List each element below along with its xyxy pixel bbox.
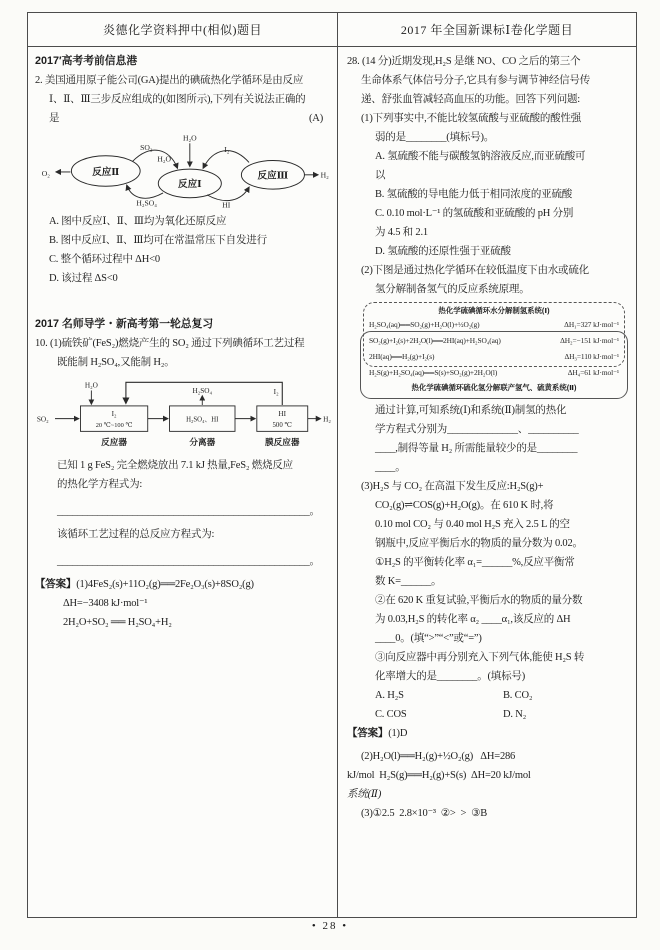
q28-p3-options-row1 (375, 686, 631, 705)
table-header-row (28, 13, 636, 47)
q28-p3-sub2-line2: 为 0.03,H₂S 的转化率 α₂ ____α₁,该反应的 ΔH (375, 614, 571, 625)
q28-p1-option-d: D. 氢硫酸的还原性强于亚硫酸 (375, 246, 511, 257)
q10-blank-line1: __________________________________________________。 (57, 506, 320, 517)
flow-i2-recycle-label: I₂ (273, 388, 279, 397)
section1-title: 2017′高考考前信息港 (35, 55, 138, 67)
equation-row-1 (369, 317, 619, 333)
answer-label: 【答案】 (347, 727, 389, 739)
cycle-h2so4-arrow (127, 185, 163, 198)
q10-answer-line3: 2H₂O+SO₂ ══ H₂SO₄+H₂ (63, 617, 172, 628)
cycle-reaction2-label: 反应Ⅱ (92, 166, 120, 178)
flow-separator-caption: 分离器 (189, 437, 216, 447)
cycle-hi-label: HI (222, 200, 231, 210)
q28-line2: 生命体系气体信号分子,它具有参与调节神经信号传 (361, 75, 591, 86)
q28-p1-option-c2: 为 4.5 和 2.1 (375, 227, 428, 238)
q28-p3-option-b: B. CO₂ (503, 690, 533, 701)
spacer (35, 544, 333, 552)
header-right-title: 2017 年全国新课标Ⅰ卷化学题目 (400, 23, 574, 37)
equation-1: H₂SO₄(aq)══SO₂(g)+H₂O(l)+½O₂(g) (369, 320, 480, 329)
flow-so2-in-label: SO₂ (36, 415, 49, 424)
flow-h2o-in-label: H₂O (84, 381, 98, 390)
q2-line2: Ⅰ、Ⅱ、Ⅲ三步反应组成的(如图所示),下列有关说法正确的 (49, 94, 306, 105)
q28-p3-line1: (3)H₂S 与 CO₂ 在高温下发生反应:H₂S(g)+ (361, 481, 544, 492)
q28-p1-line2: 弱的是________(填标号)。 (375, 132, 495, 143)
q28-line1: 28. (14 分)近期发现,H₂S 是继 NO、CO 之后的第三个 (347, 56, 581, 67)
q10-answer-line1 (35, 575, 333, 594)
q28-p1-option-b: B. 氢硫酸的导电能力低于相同浓度的亚硫酸 (375, 189, 573, 200)
answer-label: 【答案】 (35, 578, 77, 590)
q28-calc-line2: 学方程式分别为______________、__________ (375, 424, 579, 435)
q28-p3-option-c: C. COS (375, 709, 407, 720)
cycle-o2-label: O₂ (41, 168, 50, 178)
q28-p3-line3: 0.10 mol CO₂ 与 0.40 mol H₂S 充入 2.5 L 的空 (375, 519, 570, 530)
equation-2: SO₂(g)+I₂(s)+2H₂O(l)══2HI(aq)+H₂SO₄(aq) (369, 336, 501, 345)
q28-p3-sub1-line1: ①H₂S 的平衡转化率 α₁=______%,反应平衡常 (375, 557, 575, 568)
equation-3: 2HI(aq)══H₂(g)+I₂(s) (369, 352, 435, 361)
cycle-h2so4-label: H₂SO₄ (136, 198, 157, 208)
cycle-hi-arrow (207, 187, 249, 200)
q2-line3-text: 是 (49, 113, 60, 124)
q28-calc-line3: ____,制得等量 H₂ 所需能量较少的是________ (375, 443, 578, 454)
q28-answer-1: (1)D (388, 728, 408, 739)
q28-p3-option-a: A. H₂S (375, 690, 404, 701)
q2-option-b: B. 图中反应Ⅰ、Ⅱ、Ⅲ均可在常温常压下自发进行 (49, 235, 267, 246)
q28-p3-sub2-line3: ____0。(填“>”“<”或“=”) (375, 633, 482, 644)
flow-separator-content: H₂SO₄、HI (186, 416, 219, 424)
q28-p3-sub2-line1: ②在 620 K 重复试验,平衡后水的物质的量分数 (375, 595, 583, 606)
q28-line3: 递、舒张血管减轻高血压的功能。回答下列问题: (361, 94, 581, 105)
q28-p3-line2: CO₂(g)⇌COS(g)+H₂O(g)。在 610 K 时,将 (375, 500, 554, 511)
cycle-so2-label: SO₂ (140, 142, 153, 152)
header-cell-right (337, 13, 636, 46)
cycle-h2o-curve-label: H₂O (157, 154, 172, 164)
equation-row-4 (369, 365, 619, 381)
delta-h-1: ΔH₁=327 kJ·mol⁻¹ (564, 320, 619, 329)
q28-answer-line1 (347, 724, 631, 743)
q2-option-c: C. 整个循环过程中 ΔH<0 (49, 254, 160, 265)
q10-known-line1: 已知 1 g FeS₂ 完全燃烧放出 7.1 kJ 热量,FeS₂ 燃烧反应 (57, 460, 293, 471)
header-cell-left (28, 13, 337, 46)
flow-h2-out-label: H₂ (323, 415, 331, 424)
q28-p3-options-row2 (375, 705, 631, 724)
q10-answer-line2: ΔH=−3408 kJ·mol⁻¹ (63, 598, 148, 609)
q2-option-d: D. 该过程 ΔS<0 (49, 273, 118, 284)
q28-p3-sub1-line2: 数 K=______。 (375, 576, 442, 587)
flow-membrane-caption: 膜反应器 (265, 437, 300, 447)
q2-answer-mark: (A) (309, 113, 323, 124)
q10-known-line2: 的热化学方程式为: (57, 479, 143, 490)
q28-p2-line2: 氢分解制备氢气的反应系统原理。 (375, 284, 530, 295)
cycle-h2-label: H₂ (320, 170, 329, 180)
table-body-row (28, 47, 636, 917)
q28-p1-line1: (1)下列事实中,不能比较氢硫酸与亚硫酸的酸性强 (361, 113, 582, 124)
q28-answer-line2: (2)H₂O(l)══H₂(g)+½O₂(g) ΔH=286 (361, 751, 516, 762)
flow-h2so4-out-label: H₂SO₄ (192, 387, 213, 396)
q28-calc-line4: ____。 (375, 462, 406, 473)
equation-row-3 (369, 349, 619, 365)
right-column (337, 47, 636, 917)
thermochemical-systems-panel (360, 302, 628, 398)
q2-option-a: A. 图中反应Ⅰ、Ⅱ、Ⅲ均为氧化还原反应 (49, 216, 227, 227)
exam-sheet (27, 12, 637, 918)
q28-p3-option-d: D. N₂ (503, 709, 527, 720)
delta-h-2: ΔH₂=−151 kJ·mol⁻¹ (560, 336, 619, 345)
page-number: • 28 • (311, 920, 349, 932)
system1-title: 热化学硫碘循环水分解制氢系统(Ⅰ) (438, 306, 550, 315)
q28-answer-line4: 系统(Ⅱ) (347, 789, 382, 800)
q10-line2: 既能制 H₂SO₄,又能制 H₂。 (57, 357, 175, 368)
header-left-title: 炎德化学资料押中(相似)题目 (103, 23, 262, 37)
q28-p1-option-a2: 以 (375, 170, 386, 181)
delta-h-3: ΔH₃=110 kJ·mol⁻¹ (564, 352, 619, 361)
equation-row-2 (369, 333, 619, 349)
system2-title: 热化学硫碘循环硫化氢分解联产氢气、硫黄系统(Ⅱ) (411, 383, 577, 392)
equation-rows (360, 302, 628, 394)
flow-reactor-temp-label: 20 ℃~100 ℃ (95, 421, 133, 429)
iodine-sulfur-cycle-diagram (37, 130, 335, 212)
q10-blank-line2: __________________________________________________。 (57, 556, 320, 567)
spacer (35, 494, 333, 502)
q28-p2-line1: (2)下图是通过热化学循环在较低温度下由水或硫化 (361, 265, 589, 276)
left-column (28, 47, 337, 917)
q28-answer-line5: (3)①2.5 2.8×10⁻³ ②> > ③B (361, 808, 488, 819)
cycle-h2o-top-label: H₂O (182, 133, 197, 143)
flow-reactor-i2-label: I₂ (111, 409, 117, 418)
cycle-reaction3-label: 反应Ⅲ (257, 170, 289, 182)
q10-total-line: 该循环工艺过程的总反应方程式为: (57, 529, 215, 540)
q28-answer-line3: kJ/mol H₂S(g)══H₂(g)+S(s) ΔH=20 kJ/mol (347, 770, 531, 781)
flow-reactor-caption: 反应器 (101, 437, 128, 447)
q28-p3-line4: 钢瓶中,反应平衡后水的物质的量分数为 0.02。 (375, 538, 583, 549)
delta-h-4: ΔH₄=61 kJ·mol⁻¹ (567, 368, 619, 377)
spacer (35, 288, 333, 314)
flow-membrane-temp-label: 500 ℃ (272, 421, 293, 429)
section2-title: 2017 名师导学・新高考第一轮总复习 (35, 318, 214, 330)
cycle-reaction1-label: 反应Ⅰ (178, 179, 202, 191)
q28-calc-line1: 通过计算,可知系统(Ⅰ)和系统(Ⅱ)制氢的热化 (375, 405, 567, 416)
flow-membrane-hi-label: HI (278, 409, 287, 418)
q2-line1: 2. 美国通用原子能公司(GA)提出的碘硫热化学循环是由反应 (35, 75, 304, 86)
iodine-process-flow-diagram (35, 374, 335, 456)
q10-line1: 10. (1)硫铁矿(FeS₂)燃烧产生的 SO₂ 通过下列碘循环工艺过程 (35, 338, 305, 349)
q28-p1-option-c1: C. 0.10 mol·L⁻¹ 的氢硫酸和亚硫酸的 pH 分别 (375, 208, 574, 219)
equation-4: H₂S(g)+H₂SO₄(aq)══S(s)+SO₂(g)+2H₂O(l) (369, 368, 498, 377)
q2-line3 (49, 109, 333, 128)
q10-answer-eq1: (1)4FeS₂(s)+11O₂(g)══2Fe₂O₃(s)+8SO₂(g) (76, 579, 254, 590)
q28-p3-sub3-line1: ③向反应器中再分别充入下列气体,能使 H₂S 转 (375, 652, 585, 663)
q28-p1-option-a1: A. 氢硫酸不能与碳酸氢钠溶液反应,而亚硫酸可 (375, 151, 586, 162)
q28-p3-sub3-line2: 化率增大的是________。(填标号) (375, 671, 525, 682)
cycle-i2-label: I₂ (224, 144, 230, 154)
